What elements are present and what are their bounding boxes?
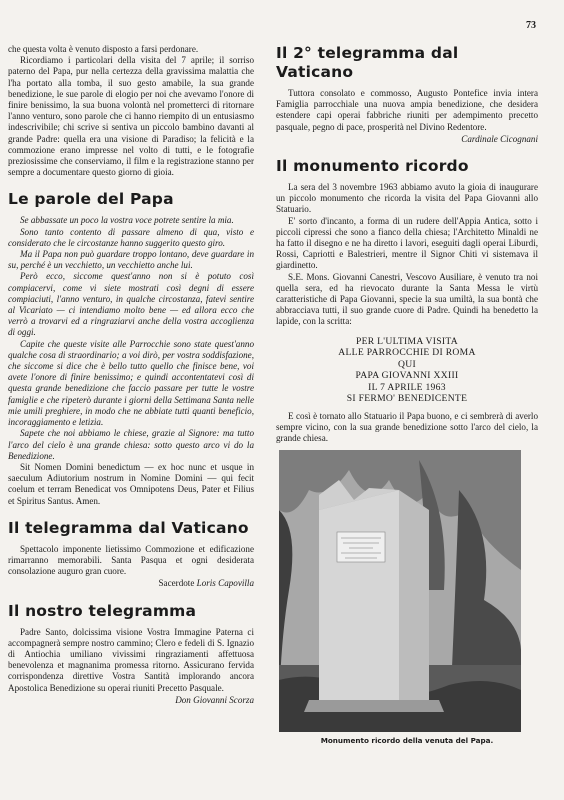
monument-photo-drawing — [279, 450, 521, 732]
nostro-signature: Don Giovanni Scorza — [175, 694, 254, 705]
heading-nostro-telegramma: Il nostro telegramma — [8, 601, 197, 620]
heading-secondo-telegramma: Il 2° telegramma dal Vaticano — [276, 44, 459, 81]
inscription-line: PAPA GIOVANNI XXIII — [355, 370, 459, 382]
inscription-line: IL 7 APRILE 1963 — [368, 381, 446, 393]
page-number: 73 — [526, 20, 536, 31]
papa-words-paragraph: Però ecco, siccome quest'anno non si è potuto così compiacervi, come vi siete mostrati così degni di essere compiaciuti, l'anno venturo, in qualche circostanza, fatevi sentire al Vicariato — ci intendiamo molto bene — ed allora ecco che verrò a trovarvi ed a ringraziarvi anche della vostra accoglienza di oggi. — [8, 271, 254, 338]
monumento-paragraph: La sera del 3 novembre 1963 abbiamo avuto la gioia di inaugurare un piccolo monumento che ricorda la visita del Papa Giovanni allo Statuario. — [276, 182, 538, 215]
inscription-line: SI FERMO' BENEDICENTE — [346, 393, 468, 405]
monument-photo — [279, 450, 521, 732]
heading-parole-del-papa: Le parole del Papa — [8, 190, 174, 209]
papa-words-paragraph: Ma il Papa non può guardare troppo lontano, deve guardare in su, perché è un vecchietto, un vecchietto anche lui. — [8, 249, 254, 271]
telegramma-text: Spettacolo imponente lietissimo Commozione et edificazione rimarranno memorabili. Santa Pasqua et ogni desiderata consolazione auguro gran cuore. — [8, 543, 254, 577]
intro-paragraph: Ricordiamo i particolari della visita del 7 aprile; il sorriso paterno del Papa, pur nella certezza della gravissima malattia che l'ha portato alla tomba, il suo gesto amabile, la sua grande benedizione, le sue parole di elogio per noi che avevamo l'onore di finire benissimo, la sua buona volontà nel prometterci di ritornare l'anno venturo, sono parole che ci hanno riempito di un entusiasmo indescrivibile; chi scrive si sentiva un piccolo bambino davanti al grande Padre: quella era una visione di Paradiso; la felicità e la commozione erano impresse nel volto di tutti, e le fotografie preziosissime che conserviamo, il film e la registrazione stanno per sempre a documentare questo giorno di gioia. — [8, 55, 254, 178]
signature-role: Sacerdote — [158, 578, 195, 589]
monumento-paragraph: E' sorto d'incanto, a forma di un rudere dell'Appia Antica, sotto i piccoli cipressi che sono a fianco della chiesa; l'Architetto Minaldi ne ha fatto il disegno e ne ha diretto i lavori, eseguiti dagli operai Liburdi, Rossi, Capriotti e Balestrieri, mentre il Signor Chiti vi sistemava il giardinetto. — [276, 215, 538, 271]
papa-words-paragraph: Capite che queste visite alle Parrocchie sono state quest'anno qualche cosa di straordinario; a voi dirò, per vostra soddisfazione, che siccome si dice che è bello tutto quello che finisce bene, voi avete l'onore di finire benissimo; e quindi accontentatevi così di questa grande benedizione che faccio passare per tutte le vostre famiglie e che ripeterò durante i giorni della Settimana Santa nelle mie umili preghiere, in modo che ne abbiate tutti quanti beneficio, incoraggiamento e letizia. — [8, 338, 254, 428]
right-column — [276, 44, 538, 745]
inscription-line: ALLE PARROCCHIE DI ROMA — [338, 347, 476, 359]
photo-caption: Monumento ricordo della venuta del Papa. — [320, 736, 494, 746]
inscription-line: QUI — [398, 358, 416, 370]
signature-name: Loris Capovilla — [196, 578, 254, 589]
nostro-telegramma-text: Padre Santo, dolcissima visione Vostra Immagine Paterna ci accompagnerà sempre nostro cammino; Clero e fedeli di S. Ignazio di Antiochia umiliano vivissimi ringraziamenti affettuosa benevolenza et magnanima promessa ritorno. Assicurano fervida corrispondenza direttive Vostra Santità implorando ancora Apostolica Benedizione su operai riuniti Precetto Pasquale. — [8, 626, 254, 693]
inscription-line: PER L'ULTIMA VISITA — [355, 335, 459, 347]
monumento-paragraph: S.E. Mons. Giovanni Canestri, Vescovo Ausiliare, è venuto tra noi quella sera, ed ha rievocato durante la Santa Messa le virtù caratteristiche di Papa Giovanni, specie la sua umiltà, la sua bontà che abbracciava tutti, il suo grande cuore di Padre. Quindi ha benedetto la lapide, con la scritta: — [276, 271, 538, 327]
secondo-signature: Cardinale Cicognani — [461, 133, 538, 144]
closing-paragraph: E così è tornato allo Statuario il Papa buono, e ci sembrerà di averlo sempre vicino, con la sua grande benedizione sotto l'arco del cielo, la grande chiesa. — [276, 410, 538, 444]
heading-monumento-ricordo: Il monumento ricordo — [276, 157, 469, 176]
papa-words-paragraph: Se abbassate un poco la vostra voce potrete sentire la mia. — [20, 215, 234, 226]
papa-words-paragraph: Sapete che noi abbiamo le chiese, grazie al Signore: ma tutto l'arco del cielo è una grande chiesa: sotto questo arco vi do la Benedizione. — [8, 428, 254, 461]
plaque-inscription — [276, 336, 538, 405]
heading-telegramma-vaticano: Il telegramma dal Vaticano — [8, 518, 249, 537]
left-column — [8, 44, 254, 706]
telegramma-signature — [8, 578, 254, 589]
latin-blessing: Sit Nomen Domini benedictum — ex hoc nunc et usque in saeculum Adiutorium nostrum in Nomine Domini — qui fecit coelum et terram Benedicat vos Omnipotens Deus, Pater et Filius et Spiritus Santus. Amen. — [8, 461, 254, 506]
secondo-telegramma-text: Tuttora consolato e commosso, Augusto Pontefice invia intera Famiglia parrocchiale una nuova ampia benedizione, che desidera estendere capi operai fabbriche riuniti per adempimento precetto pasquale, pegno di pace, prosperità nel Divino Redentore. — [276, 88, 538, 132]
papa-words-paragraph: Sono tanto contento di passare almeno di qua, visto e considerato che le circostanze hanno suggerito questo giro. — [8, 226, 254, 248]
intro-paragraph: che questa volta è venuto disposto a farsi perdonare. — [8, 44, 199, 54]
